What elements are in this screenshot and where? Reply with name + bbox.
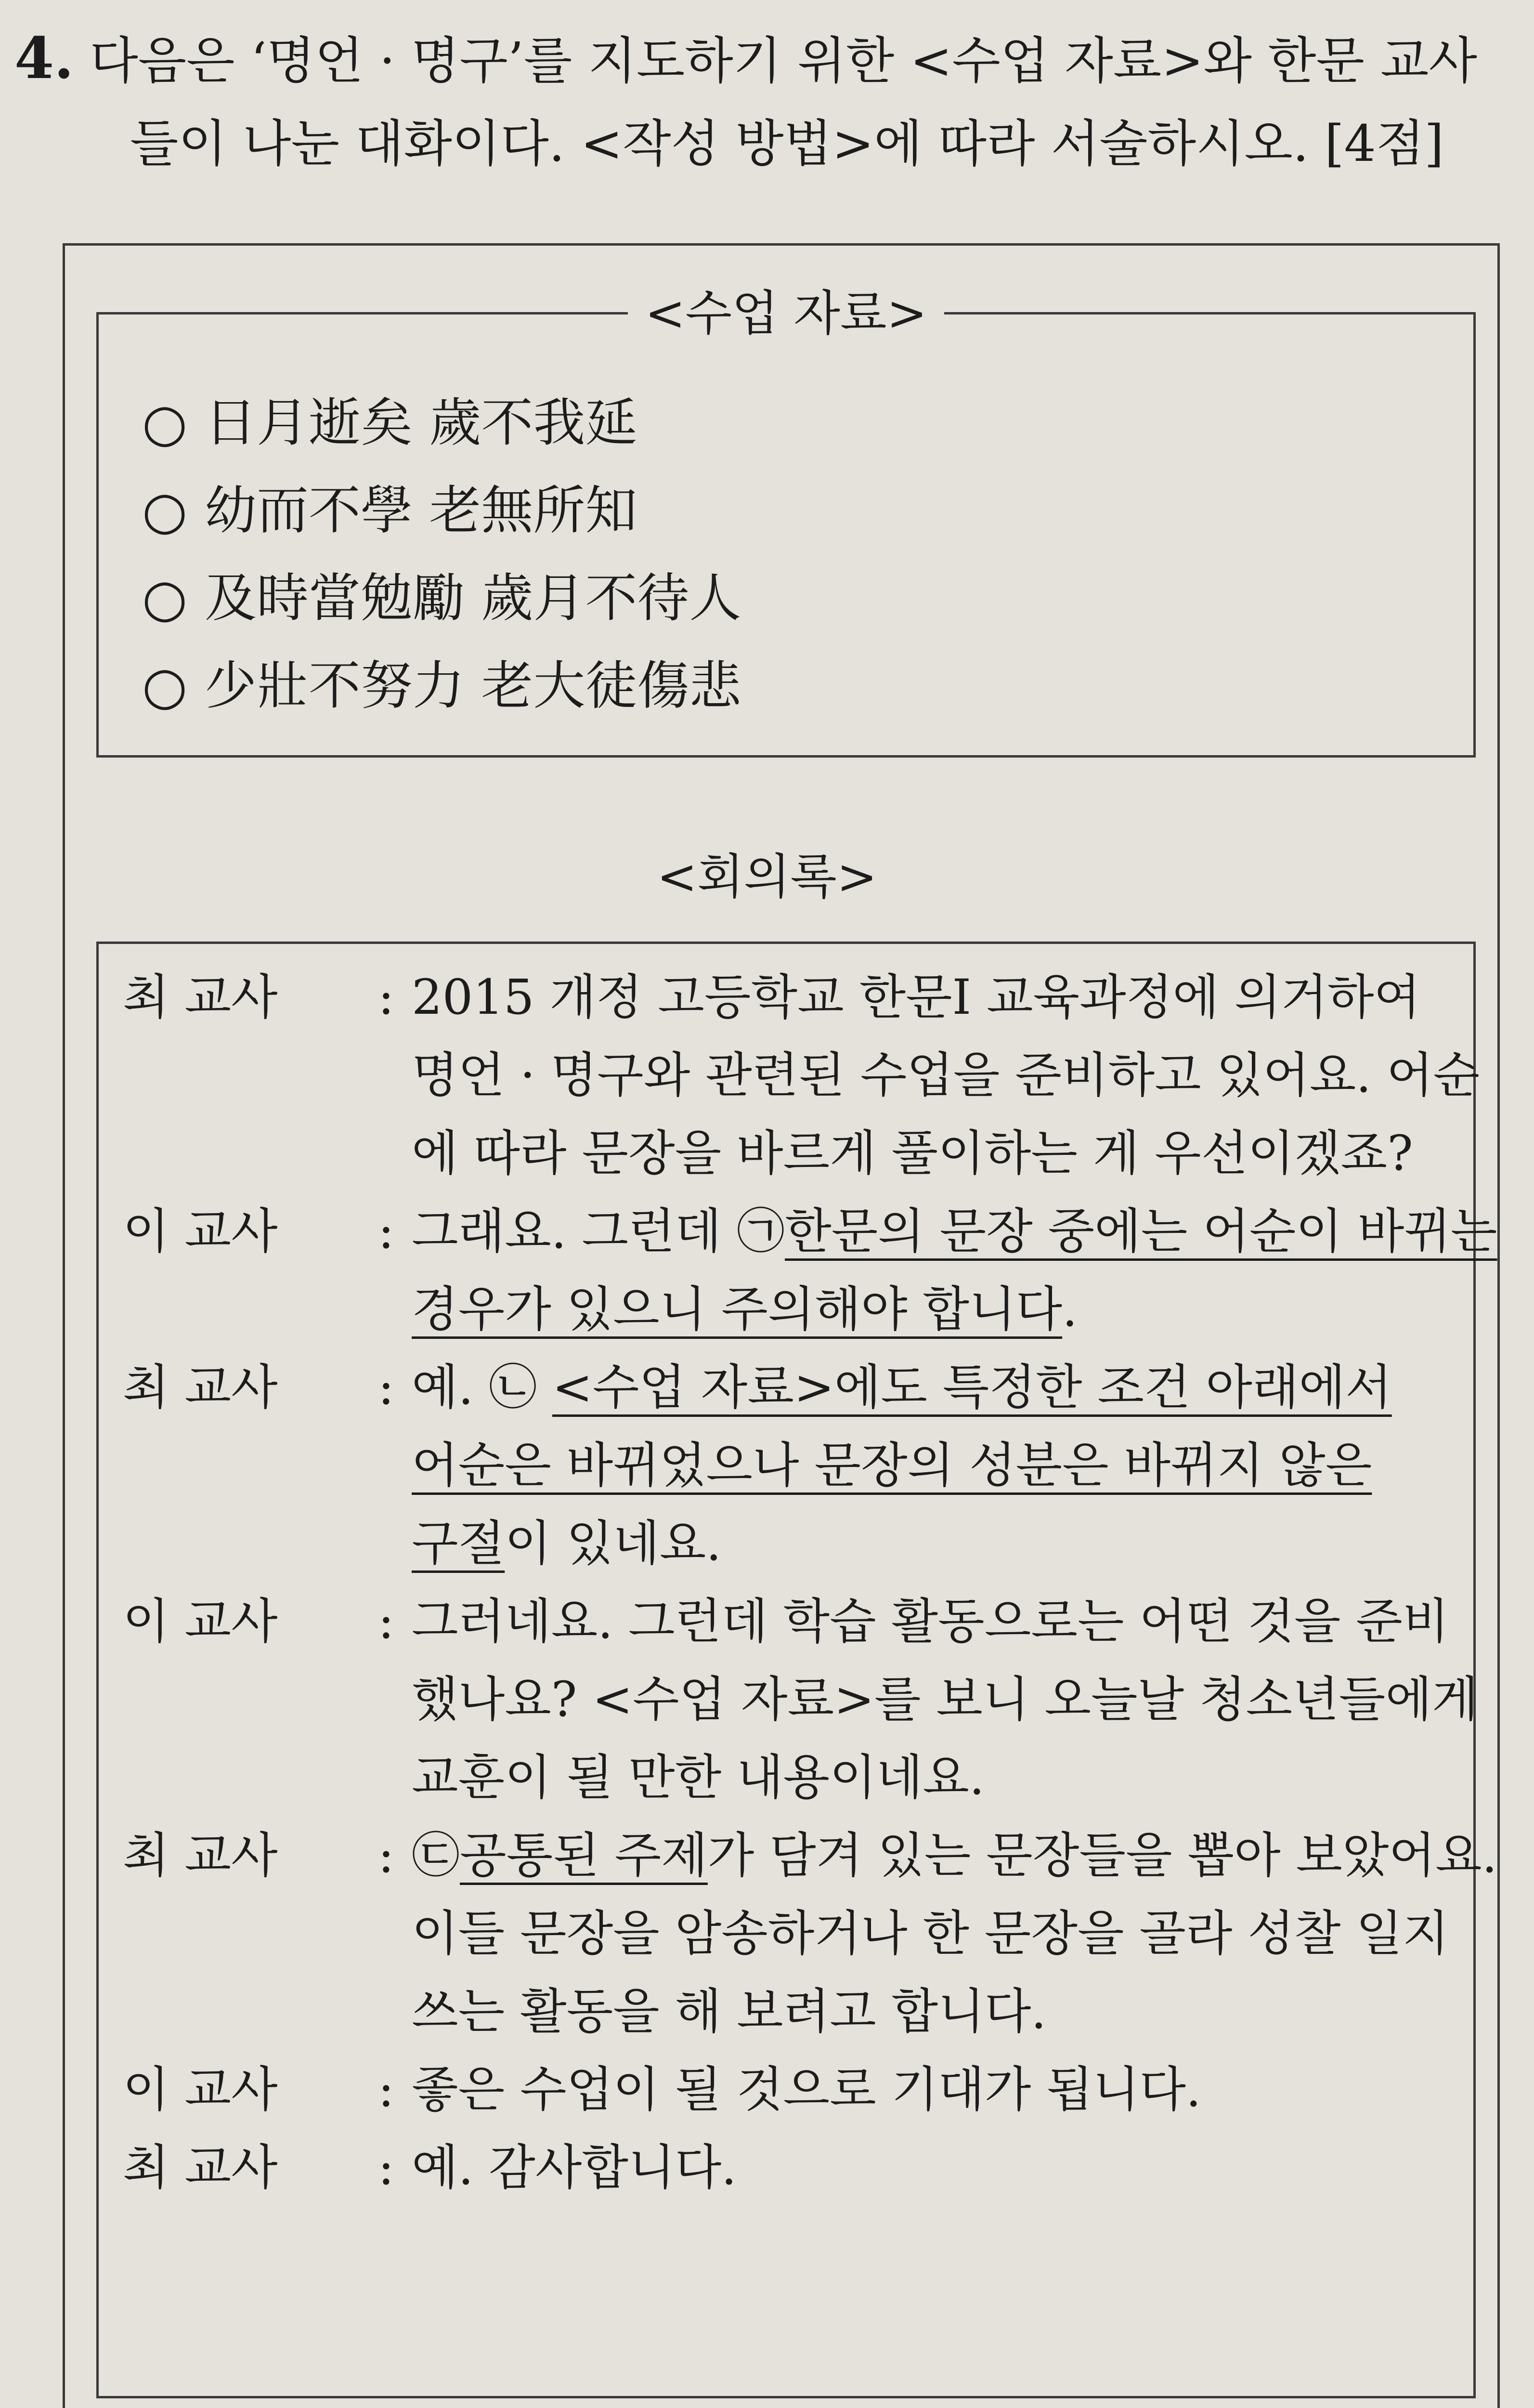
lesson-materials-box xyxy=(96,285,1476,758)
question-prompt-part2: 들이 나눈 대화이다. <작성 방법>에 따라 서술하시오. [4점] xyxy=(130,114,1444,173)
list-item: ○ 日月逝矣 歲不我延 xyxy=(142,380,741,467)
dialogue-line: 이들 문장을 암송하거나 한 문장을 골라 성찰 일지 xyxy=(412,1905,1449,1962)
lesson-materials-list xyxy=(142,380,741,730)
marker-nieun: ㉡ xyxy=(489,1359,537,1415)
circle-bullet-icon: ○ xyxy=(142,393,188,453)
dialogue-line: 교훈이 될 만한 내용이네요. xyxy=(412,1749,985,1806)
dialogue-turn xyxy=(123,2129,1452,2207)
dialogue-turn xyxy=(123,1817,1497,2051)
question-line-1 xyxy=(14,17,1517,102)
speaker-label: 최 교사 : xyxy=(123,1359,394,1415)
dialogue-line: 예. 감사합니다. xyxy=(412,2139,737,2196)
dialogue-line: 명언 · 명구와 관련된 수업을 준비하고 있어요. 어순 xyxy=(412,1047,1480,1103)
speaker-label: 이 교사 : xyxy=(123,2061,394,2118)
dialogue-line: 그러네요. 그런데 학습 활동으로는 어떤 것을 준비 xyxy=(412,1593,1449,1649)
dialogue-line: 좋은 수업이 될 것으로 기대가 됩니다. xyxy=(412,2061,1201,2118)
question-prompt-part1: 다음은 ‘명언 · 명구’를 지도하기 위한 <수업 자료>와 한문 교사 xyxy=(90,31,1477,90)
circle-bullet-icon: ○ xyxy=(142,568,188,628)
dialogue-turn xyxy=(123,1583,1479,1817)
dialogue-line: 했나요? <수업 자료>를 보니 오늘날 청소년들에게 xyxy=(412,1671,1479,1727)
speaker-label: 최 교사 : xyxy=(123,2139,394,2196)
underlined-passage-b-end: 구절 xyxy=(412,1515,505,1571)
underlined-passage-a-cont: 경우가 있으니 주의해야 합니다 xyxy=(412,1281,1063,1337)
marker-giyeok: ㉠ xyxy=(736,1203,785,1259)
question-number: 4. xyxy=(14,25,74,92)
meeting-minutes-box xyxy=(96,942,1497,2398)
dialogue-turn xyxy=(123,2051,1452,2129)
underlined-passage-b: <수업 자료>에도 특정한 조건 아래에서 xyxy=(552,1359,1392,1415)
dialogue-line: 쓰는 활동을 해 보려고 합니다. xyxy=(412,1983,1047,2040)
list-item: ○ 幼而不學 老無所知 xyxy=(142,467,741,555)
speaker-label: 최 교사 : xyxy=(123,1827,394,1884)
list-item: ○ 少壯不努力 老大徒傷悲 xyxy=(142,642,741,730)
speaker-label: 이 교사 : xyxy=(123,1593,394,1649)
marker-digeut: ㉢ xyxy=(412,1827,460,1884)
speaker-label: 최 교사 : xyxy=(123,969,394,1025)
underlined-passage-a: 한문의 문장 중에는 어순이 바뀌는 xyxy=(784,1203,1497,1259)
speaker-label: 이 교사 : xyxy=(123,1203,394,1259)
question-text xyxy=(14,17,1517,185)
dialogue-line: 경우가 있으니 주의해야 합니다. xyxy=(412,1281,1078,1337)
dialogue-line: 예. ㉡ <수업 자료>에도 특정한 조건 아래에서 xyxy=(412,1359,1392,1415)
dialogue-line: 그래요. 그런데 ㉠한문의 문장 중에는 어순이 바뀌는 xyxy=(412,1203,1497,1259)
dialogue-turn xyxy=(123,958,1480,1192)
circle-bullet-icon: ○ xyxy=(142,656,188,716)
list-item: ○ 及時當勉勵 歲月不待人 xyxy=(142,555,741,642)
lesson-materials-title: <수업 자료> xyxy=(99,285,1473,342)
dialogue-line: 2015 개정 고등학교 한문Ⅰ 교육과정에 의거하여 xyxy=(412,969,1421,1025)
underlined-passage-b-cont: 어순은 바뀌었으나 문장의 성분은 바뀌지 않은 xyxy=(412,1437,1372,1493)
dialogue-line: 구절이 있네요. xyxy=(412,1515,722,1571)
dialogue-line: 에 따라 문장을 바르게 풀이하는 게 우선이겠죠? xyxy=(412,1125,1413,1181)
dialogue-turn xyxy=(123,1192,1497,1348)
dialogue-line xyxy=(412,1426,1452,1505)
dialogue-line: ㉢공통된 주제가 담겨 있는 문장들을 뽑아 보았어요. xyxy=(412,1827,1497,1884)
minutes-title: <회의록> xyxy=(657,849,877,905)
dialogue-turn xyxy=(123,1348,1452,1583)
underlined-passage-c: 공통된 주제 xyxy=(460,1827,708,1884)
circle-bullet-icon: ○ xyxy=(142,481,188,541)
dialogue xyxy=(123,958,1497,2207)
